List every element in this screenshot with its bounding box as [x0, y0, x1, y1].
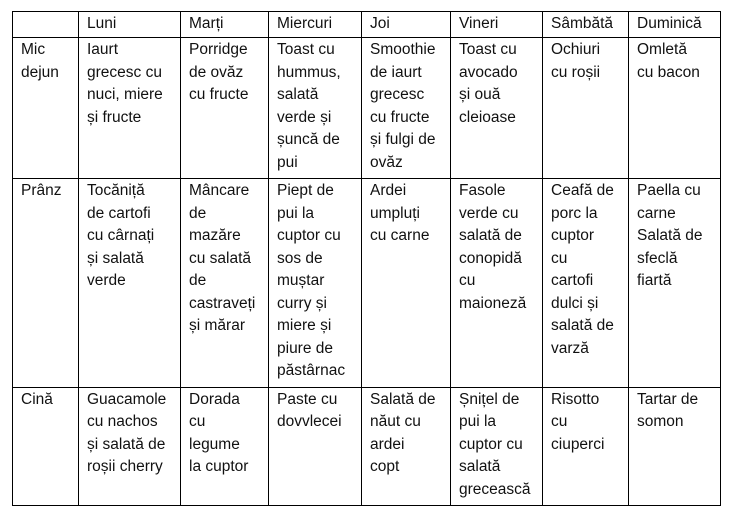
- meal-cell: Paste cu dovvlecei: [269, 387, 362, 506]
- meal-cell: Mâncare de mazăre cu salată de castraveți și mărar: [181, 179, 269, 388]
- day-header-vineri: Vineri: [451, 12, 543, 38]
- meal-cell: Paella cu carne Salată de sfeclă fiartă: [629, 179, 721, 388]
- day-header-sambata: Sâmbătă: [543, 12, 629, 38]
- meal-cell: Ceafă de porc la cuptor cu cartofi dulci și salată de varză: [543, 179, 629, 388]
- meal-cell: Piept de pui la cuptor cu sos de muștar curry și miere și piure de păstârnac: [269, 179, 362, 388]
- meal-cell: Iaurt grecesc cu nuci, miere și fructe: [79, 38, 181, 179]
- day-header-joi: Joi: [362, 12, 451, 38]
- meal-cell: Guacamole cu nachos și salată de roșii cherry: [79, 387, 181, 506]
- meal-cell: Porridge de ovăz cu fructe: [181, 38, 269, 179]
- meal-cell: Tocăniță de cartofi cu cârnați și salată verde: [79, 179, 181, 388]
- meal-label: Mic dejun: [13, 38, 79, 179]
- meal-cell: Ardei umpluți cu carne: [362, 179, 451, 388]
- meal-cell: Ochiuri cu roșii: [543, 38, 629, 179]
- meal-plan-table: [12, 11, 721, 506]
- day-header-luni: Luni: [79, 12, 181, 38]
- meal-cell: Șnițel de pui la cuptor cu salată grecească: [451, 387, 543, 506]
- meal-cell: Fasole verde cu salată de conopidă cu maioneză: [451, 179, 543, 388]
- meal-cell: Dorada cu legume la cuptor: [181, 387, 269, 506]
- meal-cell: Risotto cu ciuperci: [543, 387, 629, 506]
- meal-cell: Smoothie de iaurt grecesc cu fructe și fulgi de ovăz: [362, 38, 451, 179]
- meal-cell: Tartar de somon: [629, 387, 721, 506]
- row-cina: [13, 387, 721, 506]
- day-header-duminica: Duminică: [629, 12, 721, 38]
- meal-cell: Toast cu hummus, salată verde și șuncă de pui: [269, 38, 362, 179]
- corner-cell: [13, 12, 79, 38]
- meal-cell: Omletă cu bacon: [629, 38, 721, 179]
- meal-label: Cină: [13, 387, 79, 506]
- meal-cell: Salată de năut cu ardei copt: [362, 387, 451, 506]
- meal-label: Prânz: [13, 179, 79, 388]
- day-header-miercuri: Miercuri: [269, 12, 362, 38]
- row-mic-dejun: [13, 38, 721, 179]
- header-row: [13, 12, 721, 38]
- day-header-marti: Marți: [181, 12, 269, 38]
- row-pranz: [13, 179, 721, 388]
- meal-cell: Toast cu avocado și ouă cleioase: [451, 38, 543, 179]
